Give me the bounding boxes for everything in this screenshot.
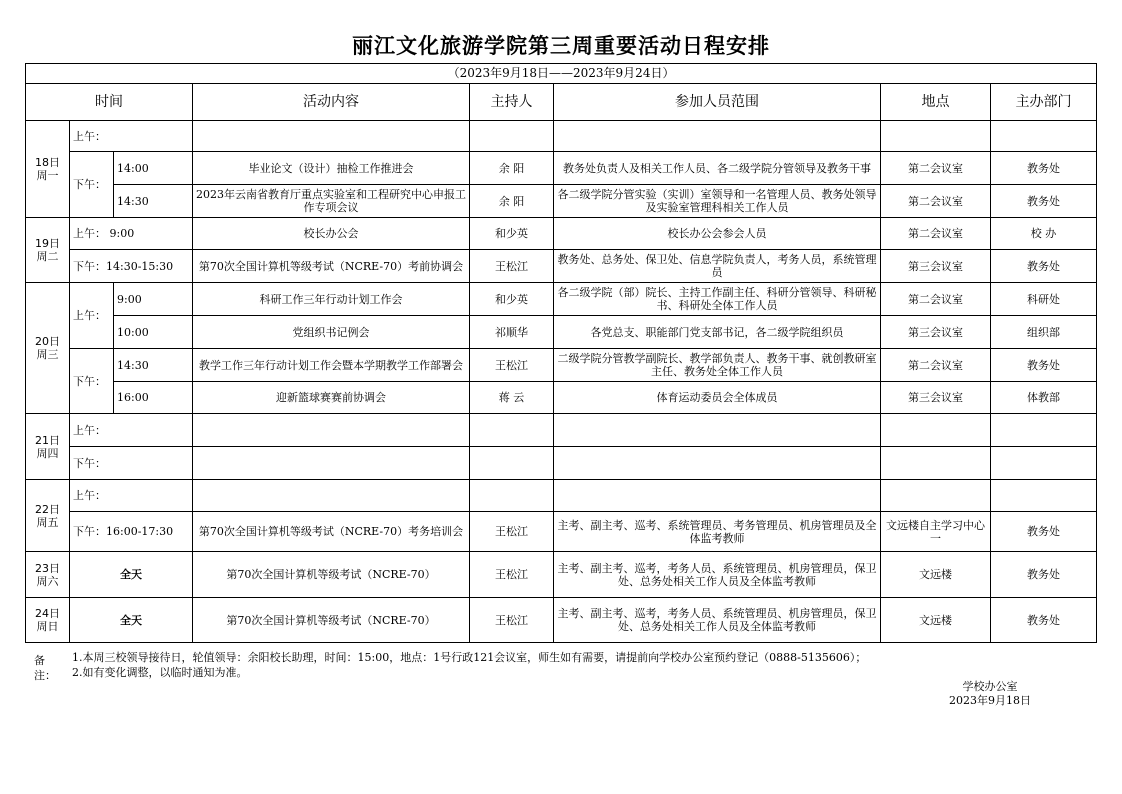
event-time: 14:30: [114, 185, 193, 218]
schedule-table: [25, 63, 1097, 643]
footer: [920, 680, 1060, 708]
table-row: [26, 480, 1097, 512]
empty-cell: [881, 121, 991, 152]
empty-cell: [554, 414, 881, 447]
event-host: 王松江: [470, 512, 554, 552]
event-time: 14:30: [114, 349, 193, 382]
empty-cell: [470, 480, 554, 512]
event-activity: 迎新篮球赛赛前协调会: [193, 382, 470, 414]
event-host: 余 阳: [470, 152, 554, 185]
event-participants: 各党总支、职能部门党支部书记，各二级学院组织员: [554, 316, 881, 349]
event-participants: 主考、副主考、巡考，考务人员、系统管理员、机房管理员，保卫处、总务处相关工作人员及全体监考教师: [554, 552, 881, 598]
table-row: [26, 316, 1097, 349]
date-range: （2023年9月18日——2023年9月24日）: [26, 64, 1097, 84]
event-dept: 教务处: [991, 349, 1097, 382]
header-venue: 地点: [881, 84, 991, 121]
event-participants: 体育运动委员会全体成员: [554, 382, 881, 414]
table-row: [26, 552, 1097, 598]
event-venue: 文远楼: [881, 598, 991, 643]
event-dept: 体教部: [991, 382, 1097, 414]
header-activity: 活动内容: [193, 84, 470, 121]
event-dept: 教务处: [991, 185, 1097, 218]
notes-lines: [72, 650, 866, 680]
event-dept: 教务处: [991, 512, 1097, 552]
note-line: 1.本周三校领导接待日，轮值领导：余阳校长助理，时间：15:00，地点：1号行政121会议室，师生如有需要，请提前向学校办公室预约登记（0888-5135606）；: [72, 651, 867, 664]
table-row: [26, 349, 1097, 382]
event-venue: 第二会议室: [881, 283, 991, 316]
period-am: 上午：: [70, 414, 193, 447]
empty-cell: [470, 121, 554, 152]
period-pm: 下午：: [70, 152, 114, 218]
event-venue: 第三会议室: [881, 250, 991, 283]
day-label: 21日 周四: [26, 414, 70, 480]
event-participants: 二级学院分管教学副院长、教学部负责人、教务干事、就创教研室主任、教务处全体工作人员: [554, 349, 881, 382]
event-time: 上午： 9:00: [70, 218, 193, 250]
table-row: [26, 152, 1097, 185]
event-host: 王松江: [470, 349, 554, 382]
table-row: [26, 250, 1097, 283]
event-venue: 第二会议室: [881, 152, 991, 185]
empty-cell: [881, 480, 991, 512]
event-venue: 第二会议室: [881, 218, 991, 250]
empty-cell: [470, 447, 554, 480]
empty-cell: [991, 447, 1097, 480]
event-venue: 第三会议室: [881, 382, 991, 414]
day-label: 23日 周六: [26, 552, 70, 598]
event-host: 王松江: [470, 250, 554, 283]
event-host: 余 阳: [470, 185, 554, 218]
event-dept: 校 办: [991, 218, 1097, 250]
empty-cell: [554, 121, 881, 152]
empty-cell: [193, 414, 470, 447]
event-activity: 党组织书记例会: [193, 316, 470, 349]
header-dept: 主办部门: [991, 84, 1097, 121]
event-host: 王松江: [470, 598, 554, 643]
event-venue: 第二会议室: [881, 185, 991, 218]
day-label: 20日 周三: [26, 283, 70, 414]
event-venue: 文远楼: [881, 552, 991, 598]
event-participants: 主考、副主考、巡考、系统管理员、考务管理员、机房管理员及全体监考教师: [554, 512, 881, 552]
event-participants: 各二级学院（部）院长、主持工作副主任、科研分管领导、科研秘书、科研处全体工作人员: [554, 283, 881, 316]
event-dept: 教务处: [991, 598, 1097, 643]
event-activity: 第70次全国计算机等级考试（NCRE-70）考前协调会: [193, 250, 470, 283]
event-dept: 教务处: [991, 552, 1097, 598]
event-time: 14:00: [114, 152, 193, 185]
event-activity: 教学工作三年行动计划工作会暨本学期教学工作部署会: [193, 349, 470, 382]
event-host: 王松江: [470, 552, 554, 598]
table-row: [26, 382, 1097, 414]
empty-cell: [991, 480, 1097, 512]
footer-office: 学校办公室: [962, 680, 1018, 693]
event-host: 蒋 云: [470, 382, 554, 414]
table-row: [26, 218, 1097, 250]
empty-cell: [554, 480, 881, 512]
event-host: 祁顺华: [470, 316, 554, 349]
all-day-label: 全天: [70, 598, 193, 643]
header-host: 主持人: [470, 84, 554, 121]
note-line: 2.如有变化调整，以临时通知为准。: [72, 666, 248, 679]
table-row: [26, 447, 1097, 480]
day-label: 24日 周日: [26, 598, 70, 643]
day-label: 19日 周二: [26, 218, 70, 283]
event-host: 和少英: [470, 218, 554, 250]
event-dept: 组织部: [991, 316, 1097, 349]
empty-cell: [193, 121, 470, 152]
event-activity: 第70次全国计算机等级考试（NCRE-70）: [193, 552, 470, 598]
table-row: [26, 598, 1097, 643]
empty-cell: [991, 121, 1097, 152]
empty-cell: [193, 447, 470, 480]
event-venue: 第三会议室: [881, 316, 991, 349]
event-participants: 教务处、总务处、保卫处、信息学院负责人，考务人员，系统管理员: [554, 250, 881, 283]
header-row: [26, 84, 1097, 121]
empty-cell: [193, 480, 470, 512]
event-venue: 文远楼自主学习中心一: [881, 512, 991, 552]
event-activity: 校长办公会: [193, 218, 470, 250]
page-title: 丽江文化旅游学院第三周重要活动日程安排: [352, 34, 770, 58]
event-participants: 主考、副主考、巡考，考务人员、系统管理员、机房管理员，保卫处、总务处相关工作人员及全体监考教师: [554, 598, 881, 643]
event-activity: 毕业论文（设计）抽检工作推进会: [193, 152, 470, 185]
table-row: [26, 283, 1097, 316]
event-time: 9:00: [114, 283, 193, 316]
header-time: 时间: [26, 84, 193, 121]
event-activity: 第70次全国计算机等级考试（NCRE-70）考务培训会: [193, 512, 470, 552]
period-pm: 下午：: [70, 447, 193, 480]
event-time: 16:00: [114, 382, 193, 414]
table-row: [26, 414, 1097, 447]
event-host: 和少英: [470, 283, 554, 316]
day-label: 18日 周一: [26, 121, 70, 218]
event-venue: 第二会议室: [881, 349, 991, 382]
period-pm: 下午：: [70, 349, 114, 414]
day-label: 22日 周五: [26, 480, 70, 552]
event-participants: 各二级学院分管实验（实训）室领导和一名管理人员、教务处领导及实验室管理科相关工作人员: [554, 185, 881, 218]
event-time: 10:00: [114, 316, 193, 349]
event-participants: 校长办公会参会人员: [554, 218, 881, 250]
event-activity: 2023年云南省教育厅重点实验室和工程研究中心申报工作专项会议: [193, 185, 470, 218]
event-activity: 第70次全国计算机等级考试（NCRE-70）: [193, 598, 470, 643]
table-row: [26, 121, 1097, 152]
notes-label: 备注：: [34, 654, 56, 682]
period-am: 上午：: [70, 480, 193, 512]
empty-cell: [470, 414, 554, 447]
empty-cell: [991, 414, 1097, 447]
event-time: 下午：16:00-17:30: [70, 512, 193, 552]
table-row: [26, 512, 1097, 552]
event-activity: 科研工作三年行动计划工作会: [193, 283, 470, 316]
empty-cell: [881, 447, 991, 480]
all-day-label: 全天: [70, 552, 193, 598]
footer-date: 2023年9月18日: [949, 694, 1031, 707]
event-time: 下午：14:30-15:30: [70, 250, 193, 283]
table-row: [26, 185, 1097, 218]
empty-cell: [554, 447, 881, 480]
event-dept: 教务处: [991, 250, 1097, 283]
empty-cell: [881, 414, 991, 447]
header-participants: 参加人员范围: [554, 84, 881, 121]
event-participants: 教务处负责人及相关工作人员、各二级学院分管领导及教务干事: [554, 152, 881, 185]
event-dept: 教务处: [991, 152, 1097, 185]
event-dept: 科研处: [991, 283, 1097, 316]
period-am: 上午：: [70, 121, 193, 152]
period-am: 上午：: [70, 283, 114, 349]
